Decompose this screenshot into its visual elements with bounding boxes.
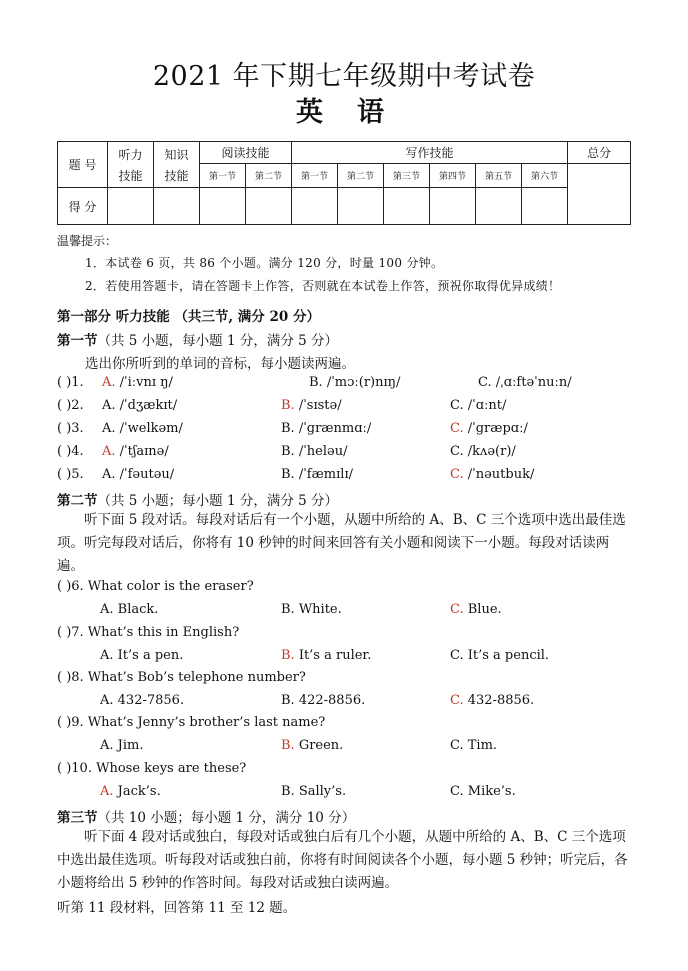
material-note: 听第 11 段材料，回答第 11 至 12 题。 [57, 900, 297, 916]
option-c[interactable]: C. /ˈɑːnt/ [450, 398, 507, 413]
section3-heading: 第三节（共 10 小题；每小题 1 分，满分 10 分） [57, 810, 356, 826]
reading-section-1: 第一节 [200, 164, 246, 188]
option-b[interactable]: B. /ˈmɔː(r)nɪŋ/ [309, 375, 401, 390]
option-c[interactable]: C. 432-8856. [450, 693, 535, 708]
question-stem[interactable]: ( )6. What color is the eraser? [57, 579, 254, 594]
option-c[interactable]: C. /kʌə(r)/ [450, 444, 516, 459]
section2-instruction: 听下面 5 段对话。每段对话后有一个小题，从题中所给的 A、B、C 三个选项中选出最佳选项。听完每段对话后，你将有 10 秒钟的时间来回答有关小题和阅读下一小题。每段对话读两遍。 [57, 512, 626, 574]
score-cell[interactable] [522, 188, 568, 225]
question-stem[interactable]: ( )7. What’s this in English? [57, 625, 240, 640]
score-cell[interactable] [476, 188, 522, 225]
question-number[interactable]: ( )5. [57, 467, 84, 482]
option-a[interactable]: A. /ˈiːvnɪ ŋ/ [102, 375, 173, 390]
section1-heading: 第一节（共 5 小题，每小题 1 分，满分 5 分） [57, 333, 339, 349]
section3-instruction: 听下面 4 段对话或独白，每段对话或独白后有几个小题，从题中所给的 A、B、C 三个选项中选出最佳选项。听每段对话或独白前，你将有时间阅读各个小题，每小题 5 秒钟；听完后，各小题将给出 5 秒钟的作答时间。每段对话或独白读两遍。 [57, 829, 628, 891]
writing-section-2: 第二节 [338, 164, 384, 188]
tips-heading: 温馨提示： [57, 234, 118, 248]
writing-section-1: 第一节 [292, 164, 338, 188]
exam-subject: 英语 [296, 97, 418, 128]
option-b[interactable]: B. It’s a ruler. [281, 648, 372, 663]
header-knowledge: 知识 技能 [154, 142, 200, 188]
question-stem[interactable]: ( )10. Whose keys are these? [57, 761, 247, 776]
option-a[interactable]: A. /ˈfəutəu/ [102, 467, 175, 482]
tip-item: 1．本试卷 6 页，共 86 个小题。满分 120 分，时量 100 分钟。 [85, 256, 444, 270]
score-table [57, 141, 631, 225]
reading-section-2: 第二节 [246, 164, 292, 188]
question-stem[interactable]: ( )9. What’s Jenny’s brother’s last name? [57, 715, 326, 730]
header-reading: 阅读技能 [200, 142, 292, 164]
option-b[interactable]: B. Sally’s. [281, 784, 347, 799]
score-cell[interactable] [154, 188, 200, 225]
option-a[interactable]: A. Jim. [100, 738, 144, 753]
writing-section-5: 第五节 [476, 164, 522, 188]
score-cell[interactable] [338, 188, 384, 225]
option-c[interactable]: C. /ˈnəutbuk/ [450, 467, 535, 482]
score-cell[interactable] [200, 188, 246, 225]
score-cell[interactable] [430, 188, 476, 225]
header-total: 总分 [568, 142, 631, 164]
writing-section-3: 第三节 [384, 164, 430, 188]
writing-section-4: 第四节 [430, 164, 476, 188]
label-score: 得 分 [58, 188, 108, 225]
option-a[interactable]: A. 432-7856. [100, 693, 185, 708]
option-b[interactable]: B. /ˈfæmɪlɪ/ [281, 467, 353, 482]
question-number[interactable]: ( )3. [57, 421, 84, 436]
header-writing: 写作技能 [292, 142, 568, 164]
option-c[interactable]: C. /ˌɑːftəˈnuːn/ [478, 375, 572, 390]
score-cell[interactable] [384, 188, 430, 225]
option-b[interactable]: B. /ˈsɪstə/ [281, 398, 342, 413]
writing-section-6: 第六节 [522, 164, 568, 188]
question-number[interactable]: ( )4. [57, 444, 84, 459]
option-a[interactable]: A. It’s a pen. [100, 648, 184, 663]
option-b[interactable]: B. White. [281, 602, 342, 617]
score-cell[interactable] [292, 188, 338, 225]
option-a[interactable]: A. Black. [100, 602, 159, 617]
option-a[interactable]: A. Jack’s. [100, 784, 161, 799]
option-c[interactable]: C. It’s a pencil. [450, 648, 550, 663]
option-b[interactable]: B. /ˈheləu/ [281, 444, 348, 459]
part1-heading: 第一部分 听力技能 （共三节, 满分 20 分） [57, 309, 320, 325]
question-stem[interactable]: ( )8. What’s Bob’s telephone number? [57, 670, 306, 685]
tip-item: 2．若使用答题卡，请在答题卡上作答，否则就在本试卷上作答，预祝你取得优异成绩！ [85, 279, 561, 293]
option-a[interactable]: A. /ˈwelkəm/ [102, 421, 183, 436]
option-b[interactable]: B. 422-8856. [281, 693, 366, 708]
question-number[interactable]: ( )2. [57, 398, 84, 413]
section1-instruction: 选出你所听到的单词的音标，每小题读两遍。 [85, 356, 355, 372]
option-c[interactable]: C. Blue. [450, 602, 502, 617]
option-c[interactable]: C. Mike’s. [450, 784, 516, 799]
section2-heading: 第二节（共 5 小题；每小题 1 分，满分 5 分） [57, 493, 339, 509]
score-cell[interactable] [246, 188, 292, 225]
header-listening: 听力 技能 [108, 142, 154, 188]
option-c[interactable]: C. Tim. [450, 738, 498, 753]
total-score-cell[interactable] [568, 164, 631, 225]
option-b[interactable]: B. Green. [281, 738, 344, 753]
option-c[interactable]: C. /ˈgræpɑː/ [450, 421, 528, 436]
option-b[interactable]: B. /ˈgrænmɑː/ [281, 421, 372, 436]
label-qnum: 题 号 [58, 142, 108, 188]
option-a[interactable]: A. /ˈdʒækɪt/ [102, 398, 178, 413]
exam-title: 2021 年下期七年级期中考试卷 [152, 61, 536, 92]
option-a[interactable]: A. /ˈtʃaɪnə/ [102, 444, 169, 459]
score-cell[interactable] [108, 188, 154, 225]
question-number[interactable]: ( )1. [57, 375, 84, 390]
